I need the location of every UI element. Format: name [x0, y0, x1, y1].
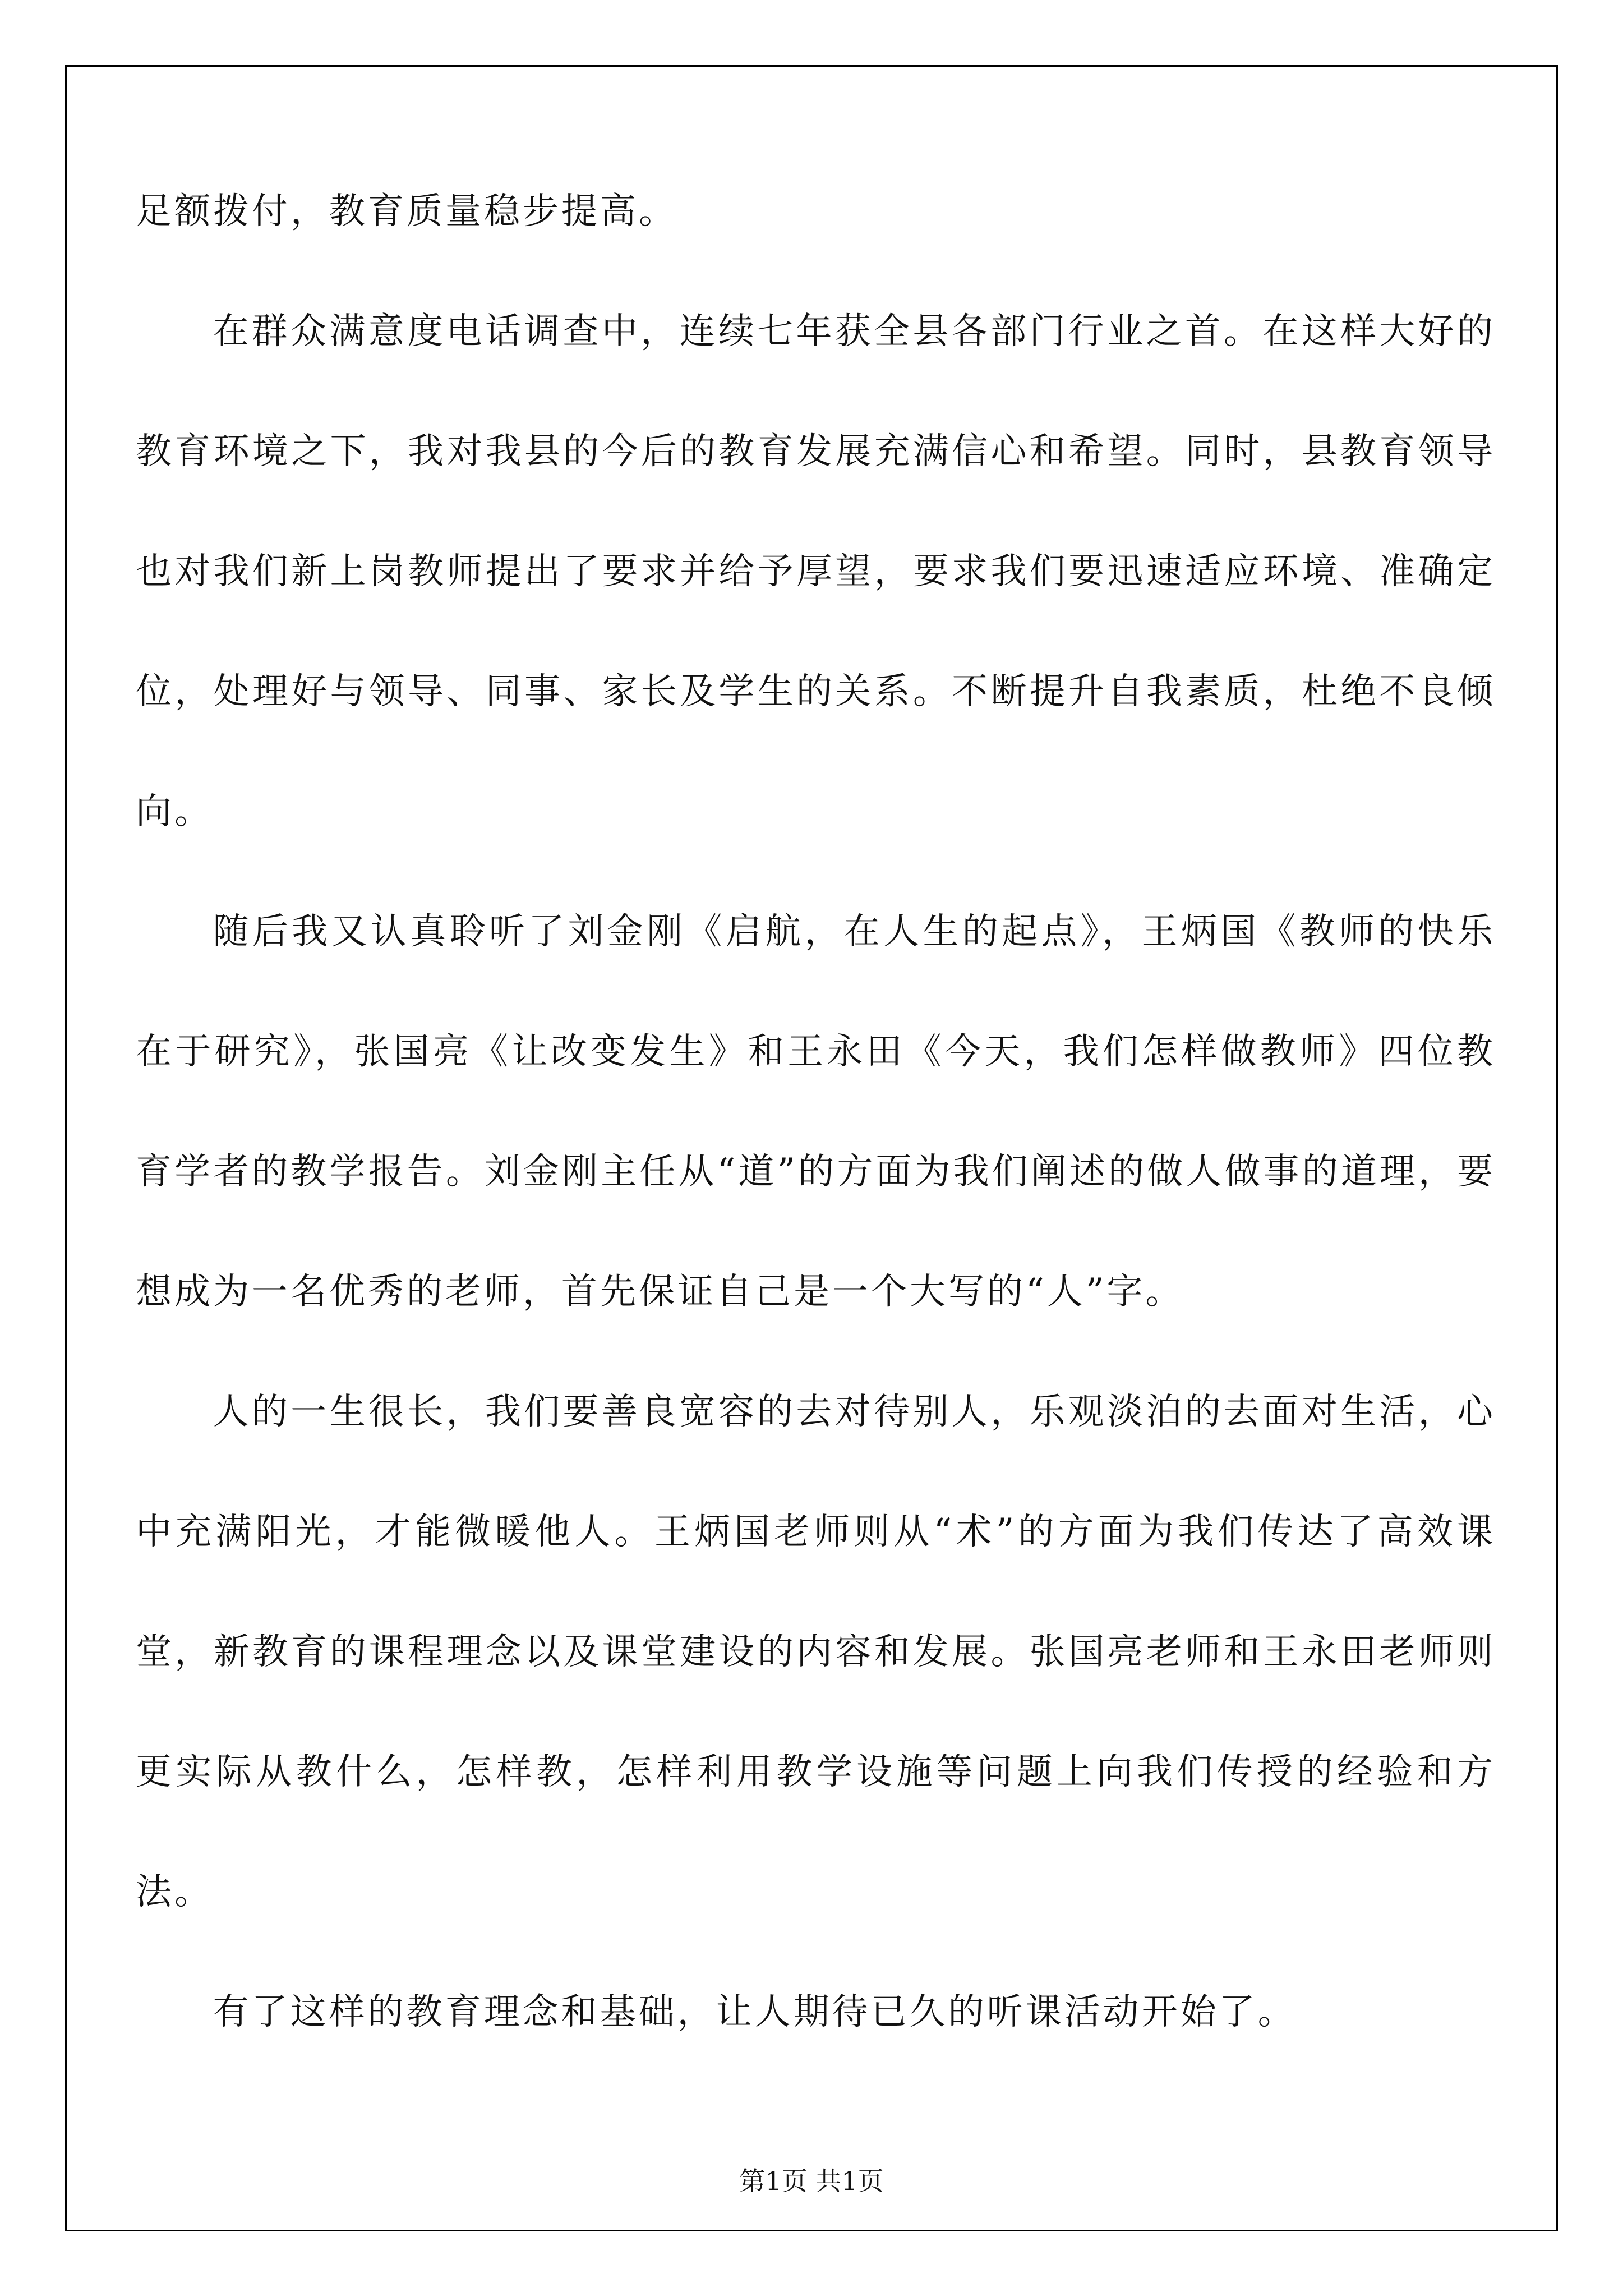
page-number-footer: 第1页 共1页: [739, 2166, 884, 2196]
document-body: [136, 151, 1496, 2072]
paragraph-1: 足额拨付，教育质量稳步提高。: [136, 191, 677, 232]
paragraph-3: 随后我又认真聆听了刘金刚《启航，在人生的起点》，王炳国《教师的快乐在于研究》，张国亮《让改变发生》和王永田《今天，我们怎样做教师》四位教育学者的教学报告。刘金刚主任从“道”的方面为我们阐述的做人做事的道理，要想成为一名优秀的老师，首先保证自己是一个大写的“人”字。: [136, 911, 1496, 1313]
paragraph-5: 有了这样的教育理念和基础，让人期待已久的听课活动开始了。: [213, 1991, 1297, 2033]
paragraph-2: 在群众满意度电话调查中，连续七年获全县各部门行业之首。在这样大好的教育环境之下，我对我县的今后的教育发展充满信心和希望。同时，县教育领导也对我们新上岗教师提出了要求并给予厚望，要求我们要迅速适应环境、准确定位，处理好与领导、同事、家长及学生的关系。不断提升自我素质，杜绝不良倾向。: [136, 311, 1496, 832]
paragraph-4: 人的一生很长，我们要善良宽容的去对待别人，乐观淡泊的去面对生活，心中充满阳光，才能微暖他人。王炳国老师则从“术”的方面为我们传达了高效课堂，新教育的课程理念以及课堂建设的内容和发展。张国亮老师和王永田老师则更实际从教什么，怎样教，怎样利用教学设施等问题上向我们传授的经验和方法。: [136, 1391, 1496, 1913]
